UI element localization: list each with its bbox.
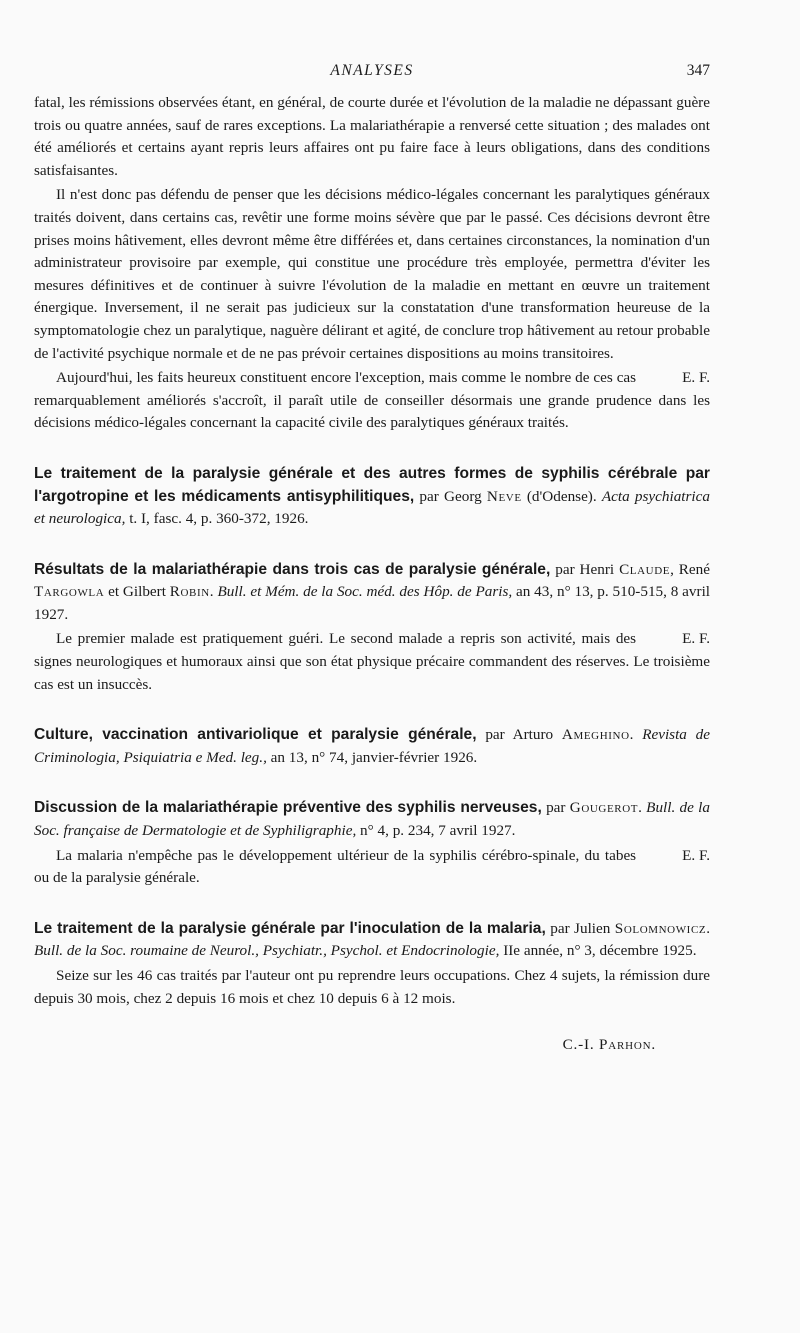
summary-text: Le premier malade est pratiquement guéri. Le second malade a repris son activité, mais des signes neurologiques et humoraux ainsi que son état physique précaire commandent des réserves. Le troisième cas est un insuccès. xyxy=(34,630,710,693)
citation-text: . xyxy=(706,919,711,937)
journal-name: Bull. de la Soc. française de Dermatologie et de Syphiligraphie, xyxy=(34,799,710,840)
summary-text: La malaria n'empêche pas le développement ultérieur de la syphilis cérébro-spinale, du tabes ou de la paralysie générale. xyxy=(34,846,637,887)
citation-text: . xyxy=(638,799,647,817)
citation-text: par Julien xyxy=(545,919,615,937)
paragraph-with-signature xyxy=(34,367,710,435)
summary: Seize sur les 46 cas traités par l'auteur ont pu reprendre leurs occupations. Chez 4 sujets, la rémission dure depuis 30 mois, chez 2 depuis 16 mois et chez 10 depuis 6 à 12 mois. xyxy=(34,967,710,1007)
journal-name: Revista de Criminologia, Psiquiatria e Med. leg., xyxy=(34,726,710,766)
citation-text: (d'Odense). xyxy=(521,487,602,505)
signature: E. F. xyxy=(682,846,710,864)
citation-details: an 43, n° 13, p. 510-515, 8 avril 1927. xyxy=(34,583,711,623)
author-name: Neve xyxy=(486,487,522,505)
citation-text: par Arturo xyxy=(476,726,562,744)
citation-details: an 13, n° 74, janvier-février 1926. xyxy=(266,748,478,766)
author-name: Ameghino xyxy=(561,726,630,744)
abstract-entry xyxy=(34,724,710,769)
entry-title: Discussion de la malariathérapie préventive des syphilis nerveuses, xyxy=(34,799,542,817)
paragraph: fatal, les rémissions observées étant, en général, de courte durée et l'évolution de la maladie ne dépassant guère trois ou quatre années, sauf de rares exceptions. La malariathérapie a renversé cette situation ; des malades ont été améliorés et certains ayant repris leurs affaires ont pu faire face à leurs obligations, dans des conditions satisfaisantes. xyxy=(34,94,710,179)
citation-text: par Georg xyxy=(414,487,487,505)
journal-name: Bull. et Mém. de la Soc. méd. des Hôp. de Paris, xyxy=(217,583,513,601)
signature: E. F. xyxy=(682,630,710,648)
author-name: Targowla xyxy=(34,583,105,601)
citation-text: par xyxy=(541,799,570,817)
paragraph: Il n'est donc pas défendu de penser que les décisions médico-légales concernant les paralytiques généraux traités doivent, dans certains cas, revêtir une forme moins sévère que par le passé. Ces décisions devront être prises moins hâtivement, elles devront même être différées et, dans certaines circonstances, la nomination d'un administrateur provisoire par exemple, qui constitue une procédure très employée, permettra d'éviter les mesures définitives et de continuer à suivre l'évolution de la maladie en mettant en œuvre un traitement énergique. Inversement, il ne serait pas judicieux sur la constatation d'une transformation heureuse de la symptomatologie chez un paralytique, naguère délirant et agité, de conclure trop hâtivement au retour probable de l'activité psychique normale et de ne pas prévoir certaines dispositions au moins transitoires. xyxy=(34,186,710,362)
entry-title: Le traitement de la paralysie générale par l'inoculation de la malaria, xyxy=(34,919,546,937)
citation xyxy=(34,463,710,531)
page-number: 347 xyxy=(686,62,710,79)
abstract-entry xyxy=(34,918,710,1057)
author-name: Robin xyxy=(169,583,210,601)
citation-text: par Henri xyxy=(550,560,620,578)
citation-text: . xyxy=(629,726,643,744)
citation-details: t. I, fasc. 4, p. 360-372, 1926. xyxy=(125,510,309,528)
entry-title: Le traitement de la paralysie générale et des autres formes de syphilis cérébrale par l'argotropine et les médicaments antisyphilitiques, xyxy=(34,464,710,505)
page-body xyxy=(34,92,710,1057)
paragraph-text: Aujourd'hui, les faits heureux constituent encore l'exception, mais comme le nombre de ces cas remarquablement améliorés s'accroît, il paraît utile de conseiller désormais une grande prudence dans les décisions médico-légales concernant la capacité civile des paralytiques généraux traités. xyxy=(34,369,710,432)
signature: C.-I. Parhon. xyxy=(562,1036,656,1054)
summary-with-signature xyxy=(34,628,710,696)
citation xyxy=(34,797,710,842)
author-name: Claude xyxy=(619,560,671,578)
entry-title: Culture, vaccination antivariolique et paralysie générale, xyxy=(34,726,477,744)
citation xyxy=(34,918,710,963)
entry-title: Résultats de la malariathérapie dans trois cas de paralysie générale, xyxy=(34,560,551,578)
abstract-entry xyxy=(34,559,710,697)
abstract-entry xyxy=(34,463,710,531)
signature: E. F. xyxy=(682,369,710,387)
abstract-entry xyxy=(34,797,710,889)
citation xyxy=(34,559,710,627)
page-header xyxy=(34,62,710,86)
citation-text: et Gilbert xyxy=(104,583,170,601)
citation-details: IIe année, n° 3, décembre 1925. xyxy=(499,942,697,960)
citation-text: , René xyxy=(670,560,710,578)
citation xyxy=(34,724,710,769)
running-title: ANALYSES xyxy=(330,62,414,79)
journal-name: Acta psychiatrica et neurologica, xyxy=(34,487,710,528)
summary-with-signature xyxy=(34,845,710,890)
citation-details: n° 4, p. 234, 7 avril 1927. xyxy=(356,822,516,840)
citation-text: . xyxy=(209,583,218,601)
journal-name: Bull. de la Soc. roumaine de Neurol., Psychiatr., Psychol. et Endocrinologie, xyxy=(34,942,500,960)
author-name: Gougerot xyxy=(569,799,639,817)
author-name: Solomnowicz xyxy=(614,919,707,937)
